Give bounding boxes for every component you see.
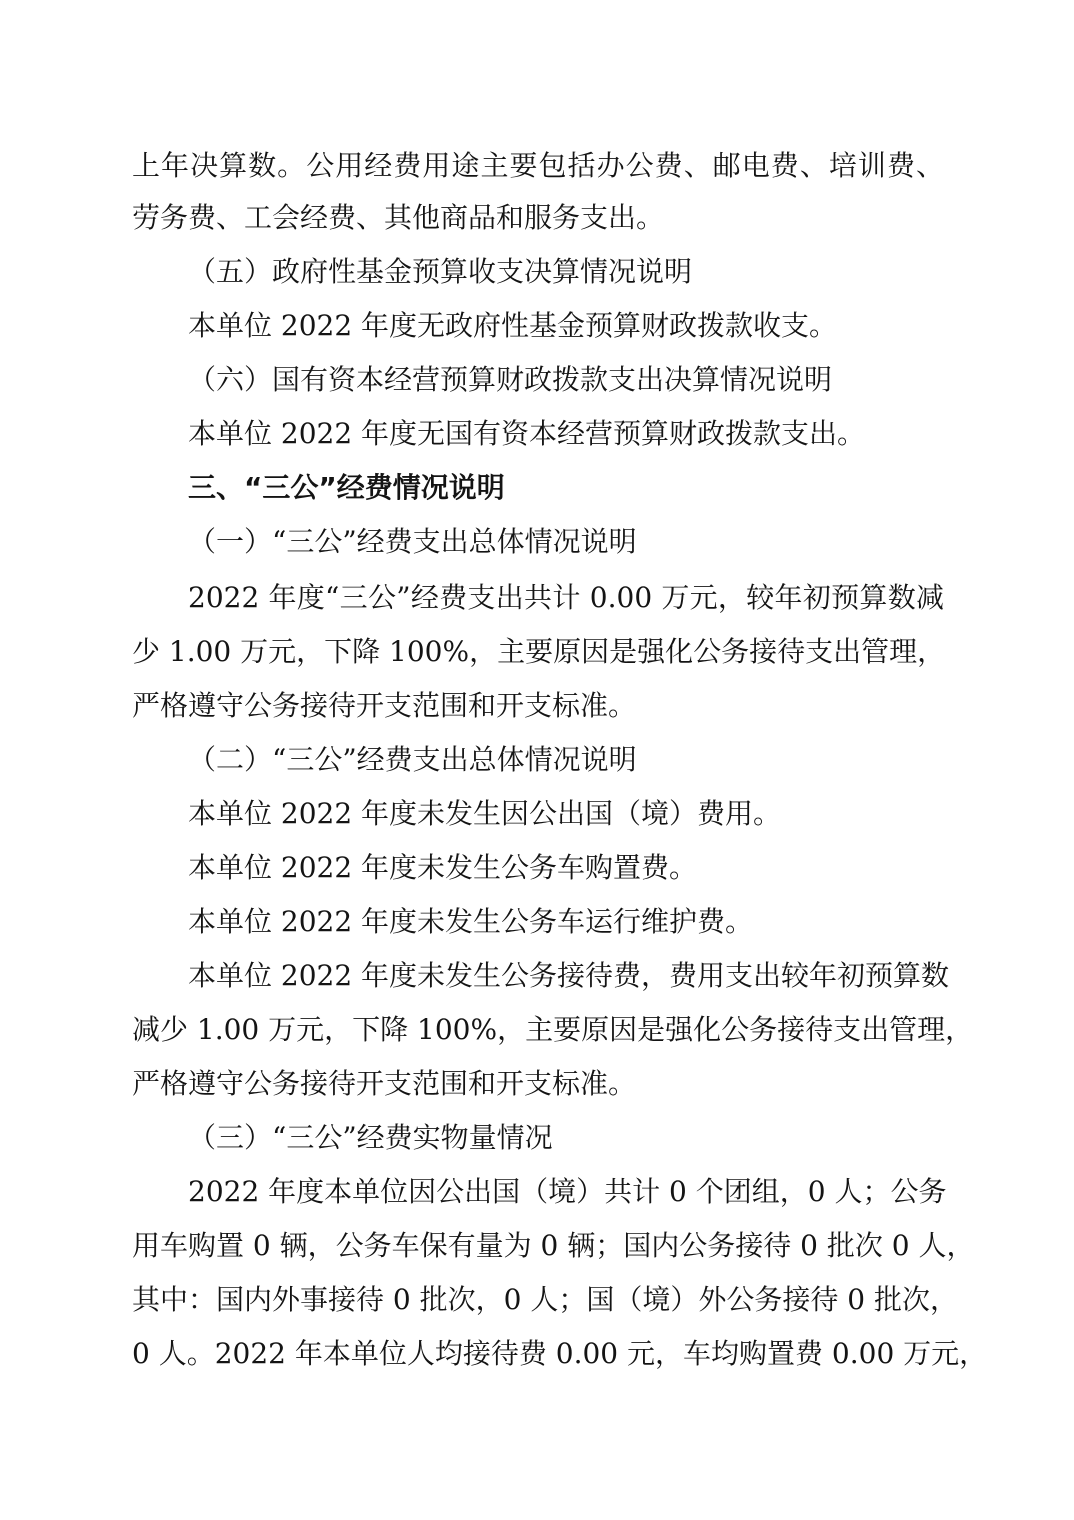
section-heading: （二）“三公”经费支出总体情况说明	[188, 743, 637, 776]
paragraph-line: 0 人。2022 年本单位人均接待费 0.00 元，车均购置费 0.00 万元，	[132, 1337, 988, 1370]
section-heading: （三）“三公”经费实物量情况	[188, 1121, 553, 1154]
paragraph-line: 减少 1.00 万元，下降 100%，主要原因是强化公务接待支出管理，	[132, 1013, 974, 1046]
paragraph-line: 上年决算数。公用经费用途主要包括办公费、邮电费、培训费、	[132, 149, 944, 182]
section-heading: （六）国有资本经营预算财政拨款支出决算情况说明	[188, 363, 833, 396]
section-heading: （五）政府性基金预算收支决算情况说明	[188, 255, 693, 288]
paragraph-line: 2022 年度本单位因公出国（境）共计 0 个团组，0 人；公务	[188, 1175, 947, 1208]
paragraph-line: 劳务费、工会经费、其他商品和服务支出。	[132, 201, 665, 234]
paragraph-line: 2022 年度“三公”经费支出共计 0.00 万元，较年初预算数减	[188, 581, 944, 614]
paragraph-line: 本单位 2022 年度未发生公务接待费，费用支出较年初预算数	[188, 959, 950, 992]
paragraph-line: 本单位 2022 年度未发生公务车运行维护费。	[188, 905, 754, 938]
paragraph-line: 严格遵守公务接待开支范围和开支标准。	[132, 1067, 637, 1100]
paragraph-line: 本单位 2022 年度未发生公务车购置费。	[188, 851, 698, 884]
paragraph-line: 其中：国内外事接待 0 批次，0 人；国（境）外公务接待 0 批次，	[132, 1283, 958, 1316]
paragraph-line: 本单位 2022 年度无政府性基金预算财政拨款收支。	[188, 309, 838, 342]
paragraph-line: 用车购置 0 辆，公务车保有量为 0 辆；国内公务接待 0 批次 0 人，	[132, 1229, 975, 1262]
paragraph-line: 少 1.00 万元，下降 100%，主要原因是强化公务接待支出管理，	[132, 635, 946, 668]
paragraph-line: 本单位 2022 年度未发生因公出国（境）费用。	[188, 797, 782, 830]
paragraph-line: 严格遵守公务接待开支范围和开支标准。	[132, 689, 637, 722]
paragraph-line: 本单位 2022 年度无国有资本经营预算财政拨款支出。	[188, 417, 866, 450]
section-heading: （一）“三公”经费支出总体情况说明	[188, 525, 637, 558]
chapter-heading: 三、“三公”经费情况说明	[188, 471, 505, 504]
